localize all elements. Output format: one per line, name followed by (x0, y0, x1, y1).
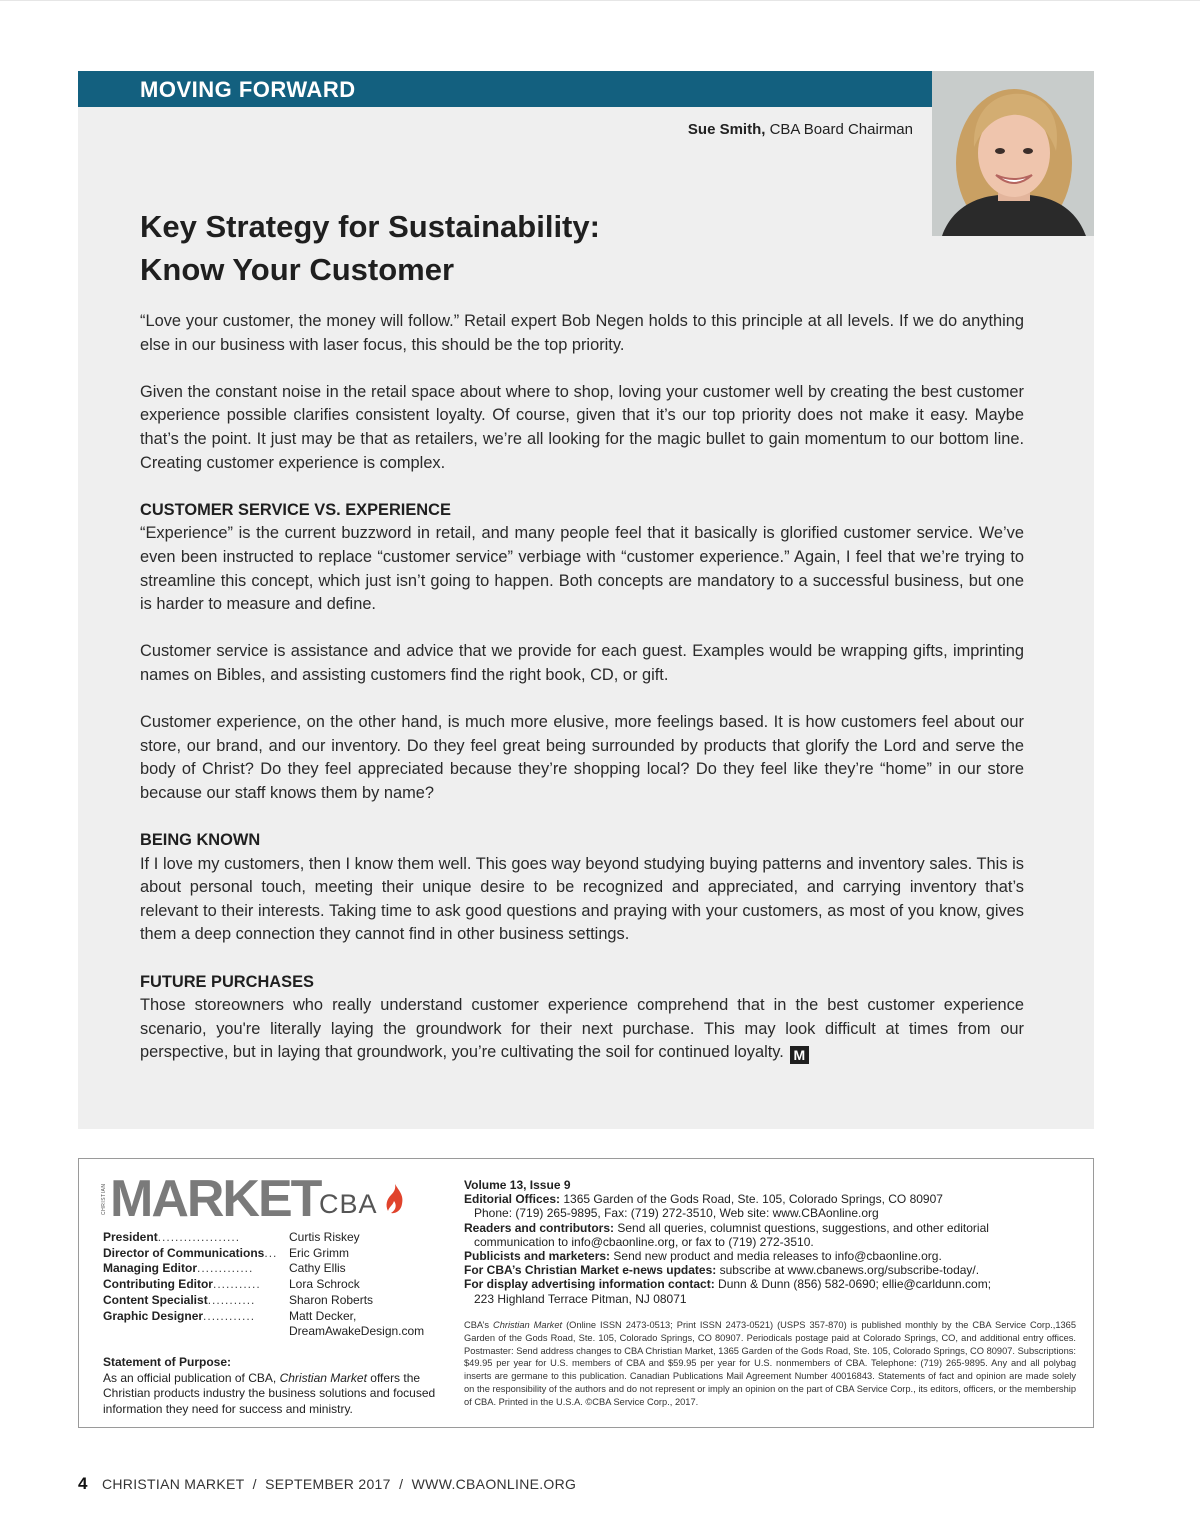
logo-vertical-text: CHRISTIAN (101, 1183, 107, 1215)
staff-role-title: Content Specialist (103, 1292, 208, 1307)
staff-row (103, 1309, 443, 1325)
readers-label: Readers and contributors: (464, 1220, 615, 1235)
article-paragraph: “Love your customer, the money will follow.” Retail expert Bob Negen holds to this principle at all levels. If we do anything else in our business with laser focus, this should be the top priority. (140, 312, 1024, 354)
statement-of-purpose (103, 1355, 443, 1417)
publicists-text: Send new product and media releases to info@cbaonline.org. (613, 1249, 942, 1264)
staff-role (103, 1246, 289, 1262)
author-name: Sue Smith, (687, 121, 766, 138)
staff-role (103, 1261, 289, 1277)
volume-issue: Volume 13, Issue 9 (464, 1178, 571, 1192)
purpose-text-italic: Christian Market (279, 1370, 367, 1385)
staff-name-continued: DreamAwakeDesign.com (289, 1324, 425, 1339)
page-top-rule (0, 0, 1200, 1)
article-paragraph-final (140, 994, 1024, 1065)
editorial-label: Editorial Offices: (464, 1192, 561, 1207)
article-subheading: CUSTOMER SERVICE VS. EXPERIENCE (140, 500, 451, 519)
masthead-box (78, 1158, 1094, 1428)
author-role: CBA Board Chairman (769, 121, 913, 138)
staff-role-dots: ........... (212, 1277, 261, 1292)
author-byline (688, 121, 913, 138)
author-photo (932, 71, 1094, 236)
staff-role-dots: ............. (197, 1261, 254, 1276)
ads-text-cont: 223 Highland Terrace Pitman, NJ 08071 (474, 1291, 687, 1306)
publication-contact-info (464, 1178, 1074, 1306)
page-number: 4 (78, 1474, 88, 1493)
staff-role-dots: ............ (203, 1308, 256, 1323)
editorial-phone: Phone: (719) 265-9895, Fax: (719) 272-3510, Web site: www.CBAonline.org (474, 1206, 879, 1221)
staff-role (103, 1230, 289, 1246)
staff-role-title: President (103, 1230, 158, 1244)
staff-name: Sharon Roberts (289, 1292, 374, 1307)
section-label: MOVING FORWARD (140, 77, 356, 102)
staff-row (103, 1246, 443, 1262)
legal-notice (464, 1319, 1076, 1409)
staff-role-dots: ... (264, 1245, 278, 1260)
staff-row (103, 1230, 443, 1246)
page-footer (78, 1474, 576, 1494)
staff-role-dots: ........... (207, 1292, 256, 1307)
article-paragraph: “Experience” is the current buzzword in retail, and many people feel that it basically is glorified customer service. We’ve even been instructed to replace “customer service” verbiage with “customer experience.” Again, I feel that we’re trying to streamline this concept, which just isn’t going to happen. Both concepts are mandatory to a successful business, but one is harder to measure and define. (140, 524, 1024, 614)
christian-market-logo (101, 1170, 411, 1228)
staff-name: Eric Grimm (289, 1245, 349, 1260)
readers-text-cont: communication to info@cbaonline.org, or fax to (719) 272-3510. (474, 1234, 814, 1249)
purpose-label: Statement of Purpose: (103, 1355, 232, 1369)
staff-role-title: Director of Communications (103, 1245, 265, 1260)
purpose-text-post: offers the Christian products industry the business solutions and focused information they need for success and ministry. (103, 1370, 436, 1416)
article-headline (140, 205, 840, 291)
final-paragraph-text: Those storeowners who really understand customer experience comprehend that in the best customer experience scenario, you're literally laying the groundwork for their next purchase. This may look difficult at times from our perspective, but in laying that groundwork, you’re cultivating the soil for continued loyalty. (140, 996, 1024, 1062)
staff-row (103, 1277, 443, 1293)
legal-italic: Christian Market (492, 1320, 563, 1330)
staff-row (103, 1293, 443, 1309)
headline-line-2: Know Your Customer (140, 252, 455, 287)
readers-text: Send all queries, columnist questions, suggestions, and other editorial (617, 1220, 989, 1235)
staff-row (103, 1261, 443, 1277)
purpose-text-pre: As an official publication of CBA, (103, 1370, 277, 1385)
legal-pre: CBA’s (464, 1320, 489, 1330)
article-paragraph: If I love my customers, then I know them well. This goes way beyond studying buying patterns and inventory sales. This is about personal touch, meeting their unique desire to be recognized and appreciated, and carrying inventory that’s relevant to their interests. Taking time to ask good questions and praying with your customers, as most of you know, gives them a deep connection they cannot find in other business settings. (140, 854, 1024, 944)
staff-role-title: Managing Editor (103, 1261, 197, 1276)
flame-icon (385, 1183, 405, 1215)
staff-name: Curtis Riskey (289, 1230, 360, 1244)
enews-text: subscribe at www.cbanews.org/subscribe-today/. (719, 1263, 980, 1278)
staff-role (103, 1309, 289, 1325)
staff-role-dots: ................... (157, 1230, 241, 1244)
staff-name: Matt Decker, (289, 1308, 357, 1323)
article-body (140, 310, 1024, 1089)
headline-line-1: Key Strategy for Sustainability: (140, 209, 600, 244)
staff-name: Lora Schrock (289, 1277, 360, 1292)
author-portrait-image (932, 71, 1094, 236)
staff-role (103, 1277, 289, 1293)
article-paragraph: Customer experience, on the other hand, is much more elusive, more feelings based. It is how customers feel about our store, our brand, and our inventory. Do they feel great being surrounded by products that glorify the Lord and serve the body of Christ? Do they feel appreciated because they’re shopping local? Do they feel like they’re “home” in our store because our staff knows them by name? (140, 713, 1024, 802)
staff-list (103, 1230, 443, 1340)
staff-role (103, 1293, 289, 1309)
section-banner (78, 71, 932, 107)
article-subheading: BEING KNOWN (140, 831, 261, 850)
logo-cba-word: CBA (319, 1189, 378, 1219)
article-paragraph: Given the constant noise in the retail space about where to shop, loving your customer well by creating the best customer experience possible clarifies consistent loyalty. Of course, given that it’s our top priority does not make it easy. Maybe that’s the point. It just may be that as retailers, we’re all looking for the magic bullet to gain momentum to our bottom line. Creating customer experience is complex. (140, 382, 1024, 472)
end-mark-icon: M (790, 1046, 809, 1064)
enews-label: For CBA’s Christian Market e-news updates: (464, 1263, 717, 1278)
feature-article-box (78, 71, 1094, 1129)
logo-market-word: MARKET (110, 1170, 321, 1228)
staff-role-title: Contributing Editor (103, 1277, 213, 1292)
editorial-address: 1365 Garden of the Gods Road, Ste. 105, Colorado Springs, CO 80907 (563, 1192, 943, 1207)
staff-name: Cathy Ellis (289, 1261, 346, 1276)
article-paragraph: Customer service is assistance and advice that we provide for each guest. Examples would be wrapping gifts, imprinting names on Bibles, and assisting customers find the right book, CD, or gift. (140, 642, 1024, 684)
ads-label: For display advertising information contact: (464, 1277, 715, 1292)
legal-text: (Online ISSN 2473-0513; Print ISSN 2473-0521) (USPS 357-870) is published monthly by the CBA Service Corp.,1365 Garden of the Gods Road, Ste. 105, Colorado Springs, CO 80907. Periodicals postage paid at Colorado Springs, CO, and additional entry offices. Postmaster: Send address changes to CBA Christian Market, 1365 Garden of the Gods Road, Ste. 105, Colorado Springs, CO 80907. Subscriptions: $49.95 per year for U.S. members of CBA and $59.95 per year for U.S. nonmembers of CBA. Telephone: (719) 265-9895. Any and all polybag inserts are germane to this publication. Canadian Publications Mail Agreement Number 40016843. Statements of fact and opinion are made solely on the responsibility of the authors and do not represent or imply an opinion on the part of CBA Service Corp., its editors, officers, or the membership of CBA. Printed in the U.S.A. ©CBA Service Corp., 2017. (464, 1320, 1076, 1407)
article-subheading: FUTURE PURCHASES (140, 972, 314, 991)
ads-text: Dunn & Dunn (856) 582-0690; ellie@carldunn.com; (718, 1277, 992, 1292)
staff-role-title: Graphic Designer (103, 1308, 204, 1323)
footer-text: CHRISTIAN MARKET / SEPTEMBER 2017 / WWW.CBAONLINE.ORG (101, 1476, 577, 1492)
publicists-label: Publicists and marketers: (464, 1249, 611, 1264)
